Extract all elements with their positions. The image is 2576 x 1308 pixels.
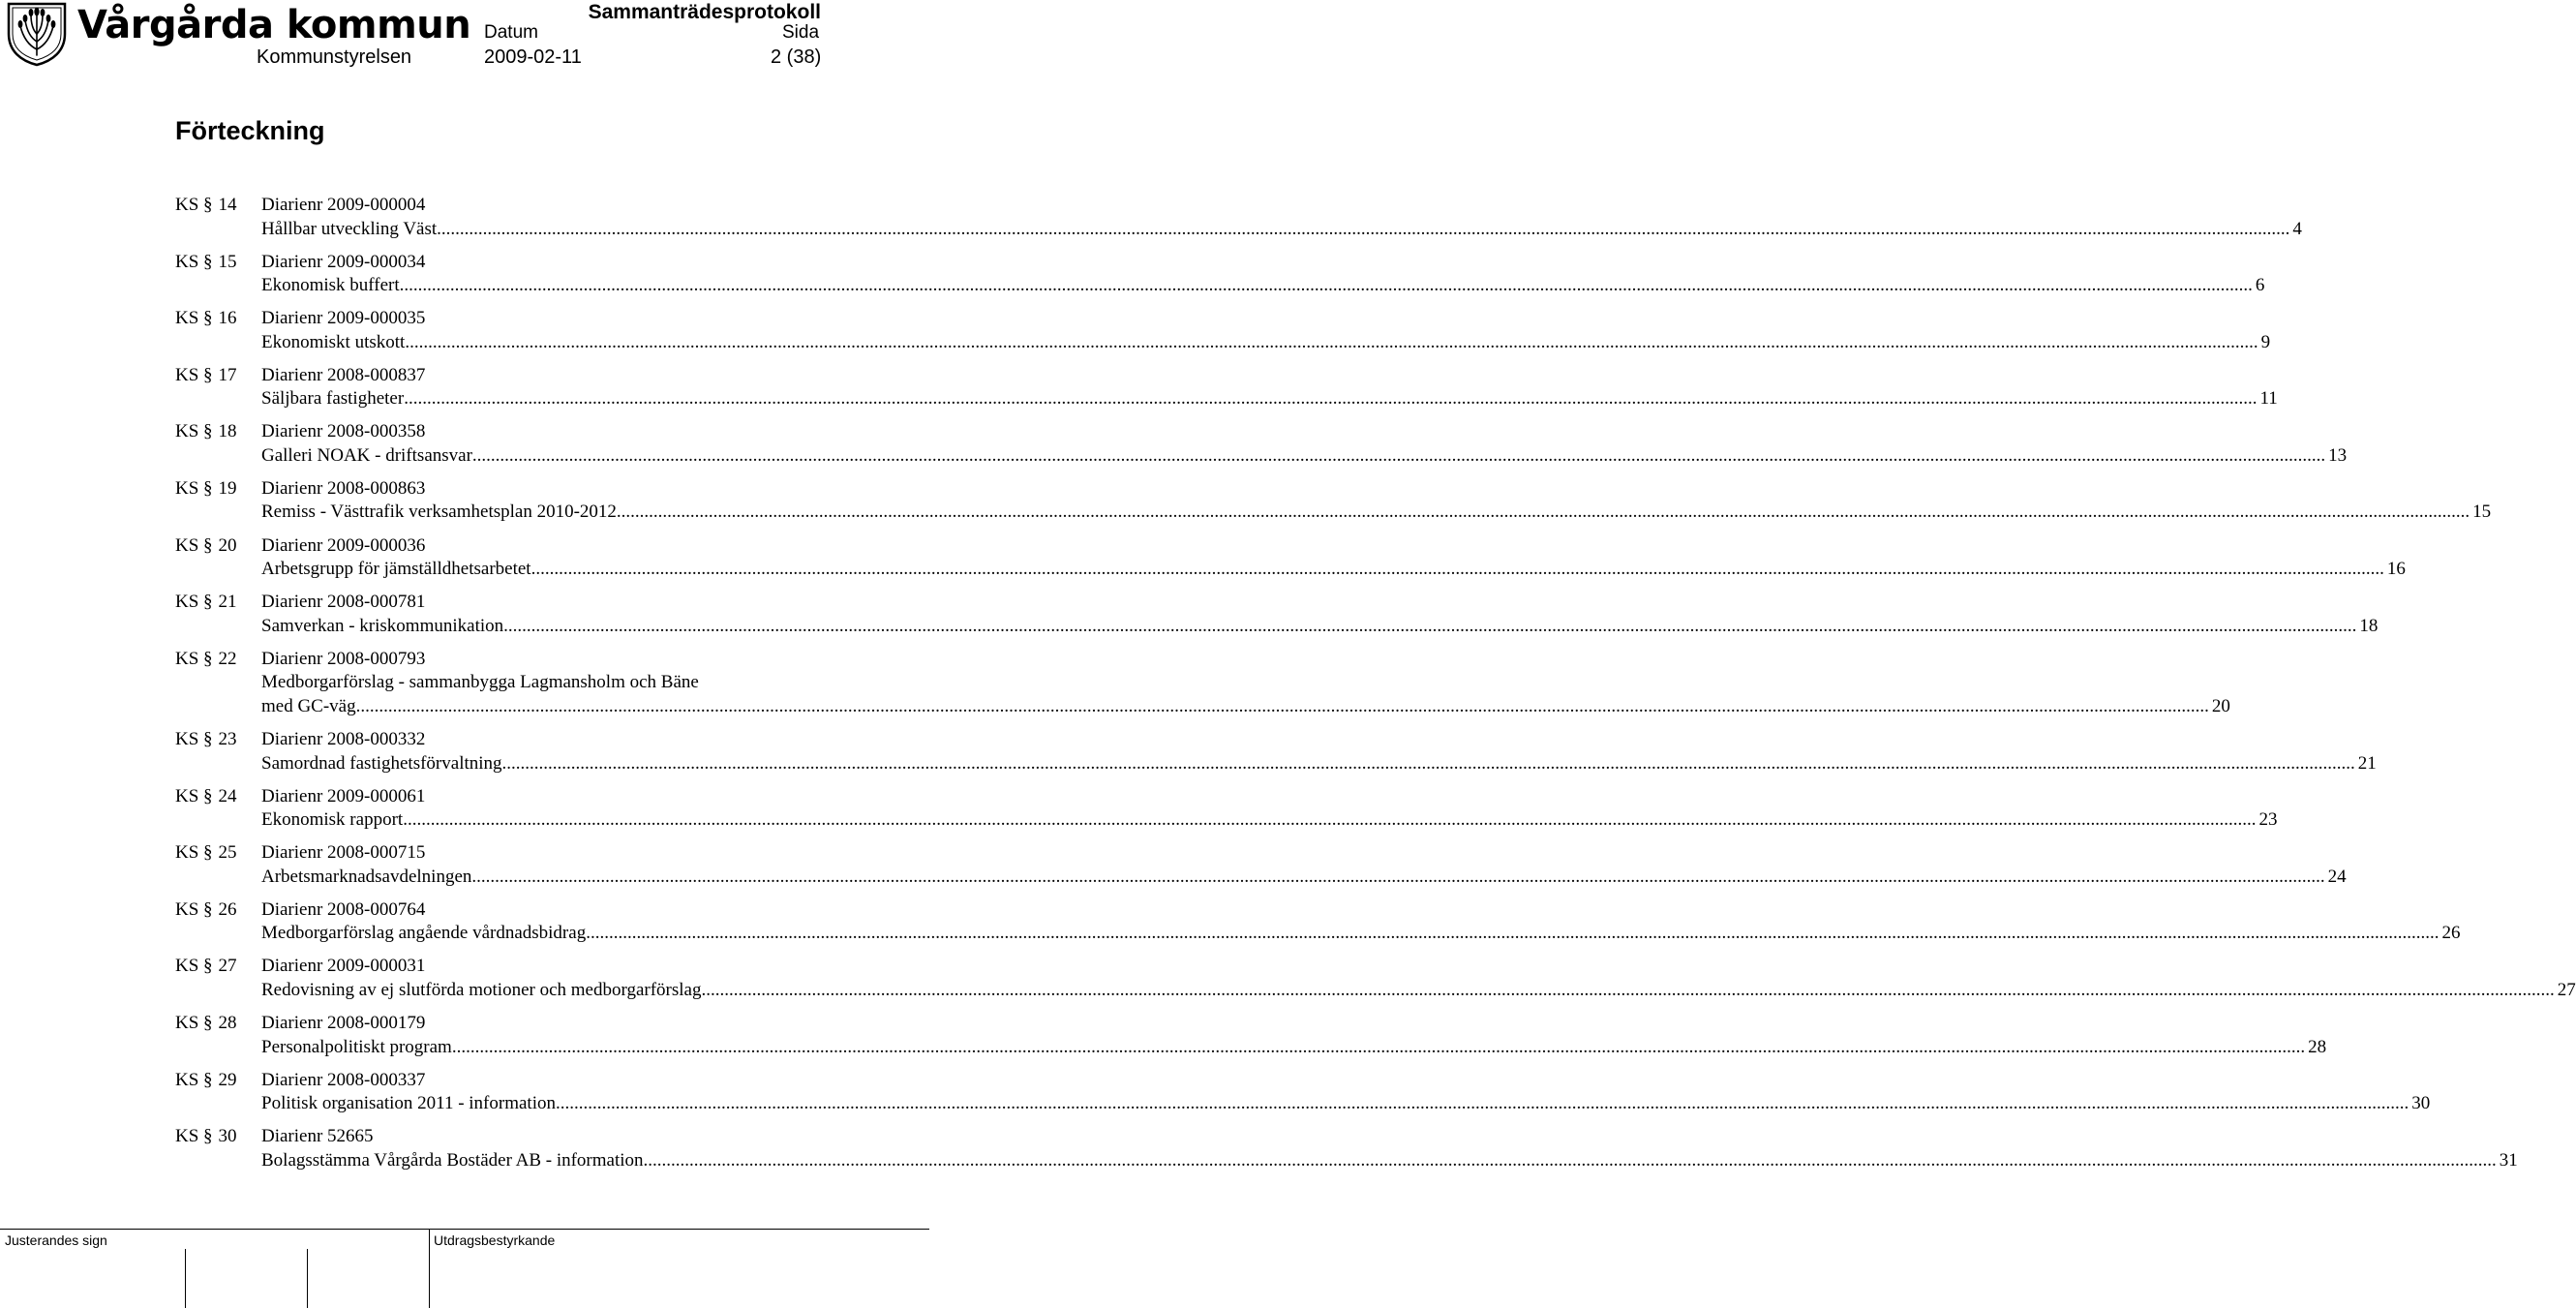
entry-body bbox=[261, 785, 2277, 833]
entry-prefix: KS bbox=[175, 477, 199, 499]
entry-number: 24 bbox=[218, 785, 237, 806]
index-entry bbox=[175, 841, 2347, 889]
entry-title: Ekonomisk rapport bbox=[261, 809, 404, 831]
entry-number: 20 bbox=[218, 534, 237, 556]
entry-body bbox=[261, 591, 2378, 638]
entry-number: 21 bbox=[218, 592, 237, 613]
index-entry bbox=[175, 307, 2271, 354]
entry-prefix: KS bbox=[175, 729, 199, 750]
dot-leader bbox=[403, 808, 2256, 833]
page-heading: Förteckning bbox=[175, 116, 325, 145]
entry-body bbox=[261, 420, 2347, 468]
entry-section bbox=[175, 1012, 261, 1059]
entry-number: 28 bbox=[218, 1013, 237, 1034]
entry-page-number: 15 bbox=[2472, 502, 2492, 523]
entry-diarie-number: Diarienr 2008-000793 bbox=[261, 648, 426, 669]
entry-body bbox=[261, 251, 2264, 298]
section-sign: § bbox=[203, 729, 213, 750]
entry-page-number: 21 bbox=[2357, 752, 2377, 774]
entry-prefix: KS bbox=[175, 956, 199, 977]
section-sign: § bbox=[203, 842, 213, 864]
entry-number: 30 bbox=[218, 1126, 237, 1147]
entry-page-number: 4 bbox=[2292, 218, 2302, 239]
entry-page-number: 11 bbox=[2259, 388, 2278, 410]
entry-section bbox=[175, 251, 261, 298]
entry-title: Medborgarförslag - sammanbygga Lagmansholm och Bäne bbox=[261, 672, 699, 693]
entry-prefix: KS bbox=[175, 592, 199, 613]
entry-title: Arbetsgrupp för jämställdhetsarbetet bbox=[261, 559, 531, 580]
entry-diarie-number: Diarienr 2008-000764 bbox=[261, 898, 426, 920]
signature-label: Justerandes sign bbox=[5, 1232, 107, 1248]
section-sign: § bbox=[203, 421, 213, 442]
index-entry bbox=[175, 534, 2406, 582]
entry-title: Bolagsstämma Vårgårda Bostäder AB - information bbox=[261, 1149, 644, 1171]
section-sign: § bbox=[203, 785, 213, 806]
entry-number: 17 bbox=[218, 364, 237, 385]
entry-number: 19 bbox=[218, 477, 237, 499]
entry-page-number: 6 bbox=[2255, 275, 2265, 296]
entry-diarie-number: Diarienr 2009-000035 bbox=[261, 308, 426, 329]
entry-title-continued: med GC-väg bbox=[261, 695, 356, 716]
section-sign: § bbox=[203, 534, 213, 556]
entry-page-number: 9 bbox=[2260, 331, 2271, 352]
dot-leader bbox=[503, 615, 2356, 639]
entry-prefix: KS bbox=[175, 1013, 199, 1034]
page-label: Sida bbox=[782, 22, 820, 43]
document-title: Sammanträdesprotokoll bbox=[588, 1, 821, 23]
dot-leader bbox=[400, 274, 2253, 298]
index-entry bbox=[175, 591, 2379, 638]
section-sign: § bbox=[203, 477, 213, 499]
entry-section bbox=[175, 841, 261, 889]
entry-body bbox=[261, 728, 2377, 776]
entry-number: 23 bbox=[218, 729, 237, 750]
entry-number: 16 bbox=[218, 308, 237, 329]
entry-body bbox=[261, 1012, 2326, 1059]
index-entry bbox=[175, 477, 2492, 525]
entry-body bbox=[261, 955, 2576, 1002]
section-sign: § bbox=[203, 1069, 213, 1090]
dot-leader bbox=[617, 501, 2470, 525]
entry-diarie-number: Diarienr 2008-000179 bbox=[261, 1013, 426, 1034]
entry-page-number: 20 bbox=[2211, 695, 2230, 716]
entry-diarie-number: Diarienr 2008-000358 bbox=[261, 421, 426, 442]
entry-title: Remiss - Västtrafik verksamhetsplan 2010-2012 bbox=[261, 502, 617, 523]
entry-page-number: 16 bbox=[2386, 559, 2406, 580]
entry-page-number: 26 bbox=[2441, 923, 2461, 944]
date-label: Datum bbox=[484, 22, 538, 43]
entry-prefix: KS bbox=[175, 785, 199, 806]
entry-page-number: 27 bbox=[2557, 979, 2576, 1000]
index-list bbox=[175, 194, 2576, 1182]
entry-body bbox=[261, 1125, 2518, 1172]
entry-diarie-number: Diarienr 2009-000004 bbox=[261, 195, 426, 215]
entry-diarie-number: Diarienr 2008-000863 bbox=[261, 477, 426, 499]
entry-prefix: KS bbox=[175, 251, 199, 272]
entry-title: Redovisning av ej slutförda motioner och medborgarförslag bbox=[261, 979, 702, 1000]
entry-body bbox=[261, 307, 2270, 354]
entry-number: 29 bbox=[218, 1069, 237, 1090]
dot-leader bbox=[644, 1149, 2497, 1173]
index-entry bbox=[175, 955, 2576, 1002]
entry-diarie-number: Diarienr 2009-000034 bbox=[261, 251, 426, 272]
entry-prefix: KS bbox=[175, 308, 199, 329]
entry-section bbox=[175, 420, 261, 468]
entry-section bbox=[175, 898, 261, 946]
municipal-coat-of-arms-icon bbox=[6, 1, 68, 67]
footer-column-divider bbox=[429, 1229, 430, 1308]
dot-leader bbox=[471, 866, 2324, 890]
entry-diarie-number: Diarienr 2008-000332 bbox=[261, 729, 426, 750]
entry-title: Hållbar utveckling Väst bbox=[261, 218, 438, 239]
entry-section bbox=[175, 728, 261, 776]
index-entry bbox=[175, 1125, 2518, 1172]
entry-body bbox=[261, 534, 2406, 582]
dot-leader bbox=[502, 752, 2355, 776]
entry-prefix: KS bbox=[175, 842, 199, 864]
entry-body bbox=[261, 364, 2278, 411]
entry-section bbox=[175, 534, 261, 582]
section-sign: § bbox=[203, 648, 213, 669]
entry-title: Ekonomisk buffert bbox=[261, 275, 400, 296]
entry-section bbox=[175, 307, 261, 354]
entry-page-number: 24 bbox=[2327, 866, 2347, 887]
footer-divider bbox=[0, 1229, 929, 1230]
entry-prefix: KS bbox=[175, 364, 199, 385]
entry-section bbox=[175, 194, 261, 241]
entry-prefix: KS bbox=[175, 1069, 199, 1090]
entry-page-number: 23 bbox=[2258, 809, 2278, 831]
entry-diarie-number: Diarienr 2009-000061 bbox=[261, 785, 426, 806]
dot-leader bbox=[437, 218, 2289, 242]
index-entry bbox=[175, 420, 2348, 468]
dot-leader bbox=[472, 444, 2325, 469]
entry-diarie-number: Diarienr 52665 bbox=[261, 1126, 374, 1147]
entry-title: Galleri NOAK - driftsansvar bbox=[261, 444, 472, 466]
dot-leader bbox=[556, 1092, 2409, 1116]
entry-number: 25 bbox=[218, 842, 237, 864]
dot-leader bbox=[452, 1036, 2305, 1060]
entry-section bbox=[175, 364, 261, 411]
entry-section bbox=[175, 955, 261, 1002]
date-value: 2009-02-11 bbox=[484, 46, 582, 68]
index-entry bbox=[175, 898, 2461, 946]
index-entry bbox=[175, 785, 2278, 833]
section-sign: § bbox=[203, 364, 213, 385]
entry-prefix: KS bbox=[175, 534, 199, 556]
entry-page-number: 28 bbox=[2308, 1036, 2327, 1057]
entry-title: Samverkan - kriskommunikation bbox=[261, 615, 504, 636]
section-sign: § bbox=[203, 195, 213, 215]
section-sign: § bbox=[203, 251, 213, 272]
page-number: 2 (38) bbox=[771, 46, 822, 68]
index-entry bbox=[175, 648, 2230, 719]
entry-prefix: KS bbox=[175, 898, 199, 920]
entry-number: 26 bbox=[218, 898, 237, 920]
dot-leader bbox=[586, 922, 2439, 946]
entry-number: 22 bbox=[218, 648, 237, 669]
entry-section bbox=[175, 1125, 261, 1172]
entry-number: 14 bbox=[218, 195, 237, 215]
organization-name: Vårgårda kommun bbox=[77, 3, 471, 47]
entry-body bbox=[261, 648, 2230, 719]
entry-section bbox=[175, 1069, 261, 1116]
entry-page-number: 30 bbox=[2411, 1093, 2431, 1114]
signature-box bbox=[185, 1249, 186, 1308]
entry-diarie-number: Diarienr 2008-000715 bbox=[261, 842, 426, 864]
entry-page-number: 31 bbox=[2499, 1149, 2518, 1171]
section-sign: § bbox=[203, 898, 213, 920]
entry-body bbox=[261, 194, 2302, 241]
dot-leader bbox=[404, 387, 2257, 411]
entry-title: Ekonomiskt utskott bbox=[261, 331, 406, 352]
entry-prefix: KS bbox=[175, 421, 199, 442]
entry-body bbox=[261, 898, 2460, 946]
entry-title: Medborgarförslag angående vårdnadsbidrag bbox=[261, 923, 587, 944]
entry-page-number: 13 bbox=[2328, 444, 2348, 466]
entry-diarie-number: Diarienr 2009-000036 bbox=[261, 534, 426, 556]
entry-body bbox=[261, 841, 2347, 889]
section-sign: § bbox=[203, 956, 213, 977]
entry-title: Personalpolitiskt program bbox=[261, 1036, 452, 1057]
entry-number: 27 bbox=[218, 956, 237, 977]
entry-section bbox=[175, 591, 261, 638]
index-entry bbox=[175, 364, 2278, 411]
index-entry bbox=[175, 1012, 2327, 1059]
signature-box bbox=[307, 1249, 308, 1308]
entry-body bbox=[261, 1069, 2430, 1116]
entry-prefix: KS bbox=[175, 195, 199, 215]
entry-diarie-number: Diarienr 2008-000837 bbox=[261, 364, 426, 385]
dot-leader bbox=[405, 331, 2258, 355]
dot-leader bbox=[356, 695, 2209, 719]
section-sign: § bbox=[203, 592, 213, 613]
entry-diarie-number: Diarienr 2008-000337 bbox=[261, 1069, 426, 1090]
index-entry bbox=[175, 728, 2377, 776]
section-sign: § bbox=[203, 1013, 213, 1034]
entry-prefix: KS bbox=[175, 1126, 199, 1147]
entry-page-number: 18 bbox=[2359, 615, 2379, 636]
entry-title: Säljbara fastigheter bbox=[261, 388, 405, 410]
entry-title: Arbetsmarknadsavdelningen bbox=[261, 866, 472, 887]
entry-title: Samordnad fastighetsförvaltning bbox=[261, 752, 502, 774]
entry-prefix: KS bbox=[175, 648, 199, 669]
committee-name: Kommunstyrelsen bbox=[257, 46, 412, 68]
index-entry bbox=[175, 251, 2265, 298]
entry-section bbox=[175, 477, 261, 525]
dot-leader bbox=[531, 558, 2384, 582]
extract-label: Utdragsbestyrkande bbox=[434, 1232, 556, 1248]
entry-number: 18 bbox=[218, 421, 237, 442]
section-sign: § bbox=[203, 308, 213, 329]
entry-number: 15 bbox=[218, 251, 237, 272]
index-entry bbox=[175, 1069, 2431, 1116]
index-entry bbox=[175, 194, 2302, 241]
entry-diarie-number: Diarienr 2009-000031 bbox=[261, 956, 426, 977]
entry-title: Politisk organisation 2011 - information bbox=[261, 1093, 556, 1114]
entry-section bbox=[175, 648, 261, 719]
dot-leader bbox=[702, 979, 2555, 1003]
entry-body bbox=[261, 477, 2491, 525]
entry-diarie-number: Diarienr 2008-000781 bbox=[261, 592, 426, 613]
section-sign: § bbox=[203, 1126, 213, 1147]
entry-section bbox=[175, 785, 261, 833]
